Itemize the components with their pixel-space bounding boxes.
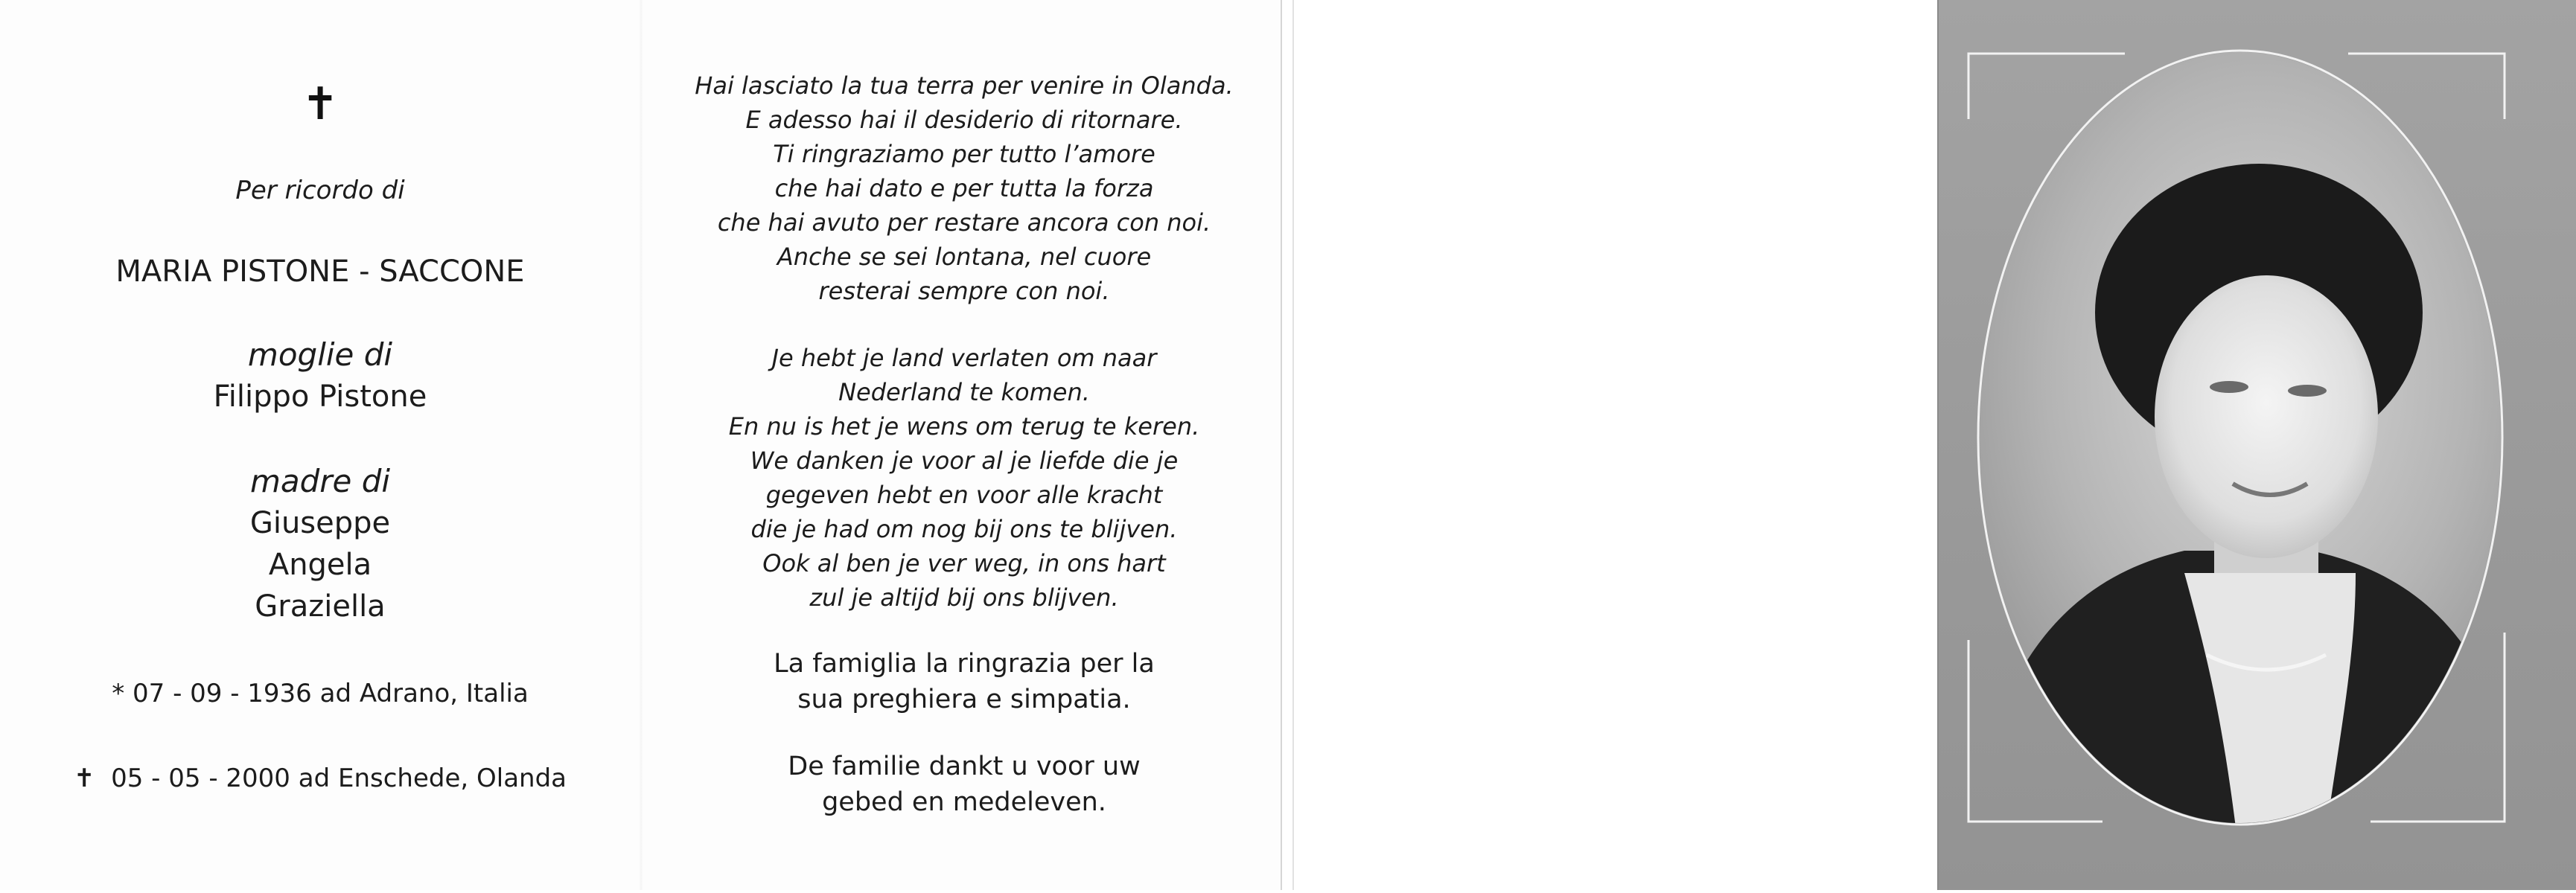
cross-icon: ✝	[73, 764, 95, 793]
portrait-frame	[1939, 0, 2576, 890]
poem-line: gegeven hebt en voor alle kracht	[765, 481, 1163, 509]
thanks-italian	[670, 646, 1258, 717]
poem-line: che hai avuto per restare ancora con noi.	[717, 208, 1211, 237]
poem-line: Anche se sei lontana, nel cuore	[777, 243, 1152, 271]
poem-line: che hai dato e per tutta la forza	[774, 174, 1154, 202]
photo-card	[1292, 0, 2576, 890]
thanks-line: sua preghiera e simpatia.	[797, 685, 1131, 714]
poem-line: We danken je voor al je liefde die je	[750, 446, 1179, 475]
poem-italian	[670, 68, 1258, 308]
thanks-line: La famiglia la ringrazia per la	[774, 649, 1155, 679]
poem-line: Je hebt je land verlaten om naar	[771, 344, 1157, 372]
poem-line: die je had om nog bij ons te blijven.	[750, 515, 1178, 543]
intro-text: Per ricordo di	[235, 176, 405, 205]
poem-line: zul je altijd bij ons blijven.	[809, 583, 1119, 612]
birth-date: * 07 - 09 - 1936 ad Adrano, Italia	[112, 679, 529, 708]
cross-icon: ✝	[301, 78, 339, 130]
death-date: 05 - 05 - 2000 ad Enschede, Olanda	[111, 764, 567, 793]
child-name: Angela	[268, 548, 372, 582]
thanks-line: gebed en medeleven.	[822, 787, 1106, 817]
poem-line: E adesso hai il desiderio di ritornare.	[745, 106, 1183, 134]
death-line	[45, 764, 596, 793]
deceased-name: MARIA PISTONE - SACCONE	[115, 255, 525, 289]
poem-line: resterai sempre con noi.	[818, 277, 1110, 305]
thanks-line: De familie dankt u voor uw	[788, 752, 1141, 781]
spouse-name: Filippo Pistone	[213, 380, 427, 414]
poem-line: Hai lasciato la tua terra per venire in Olanda.	[695, 71, 1234, 100]
poem-line: En nu is het je wens om terug te keren.	[728, 412, 1200, 441]
children-label: madre di	[249, 463, 391, 499]
poem-line: Nederland te komen.	[838, 378, 1090, 406]
poem-dutch	[670, 341, 1258, 615]
card-fold	[639, 0, 643, 890]
thanks-dutch	[670, 749, 1258, 820]
spouse-label: moglie di	[247, 336, 393, 373]
child-name: Giuseppe	[249, 506, 391, 540]
poem-line: Ti ringraziamo per tutto l’amore	[773, 140, 1155, 168]
poem-line: Ook al ben je ver weg, in ons hart	[762, 549, 1166, 577]
text-card	[0, 0, 1282, 890]
portrait-photo	[1939, 0, 2576, 890]
child-name: Graziella	[255, 589, 386, 624]
photo-panel	[1937, 0, 2576, 890]
